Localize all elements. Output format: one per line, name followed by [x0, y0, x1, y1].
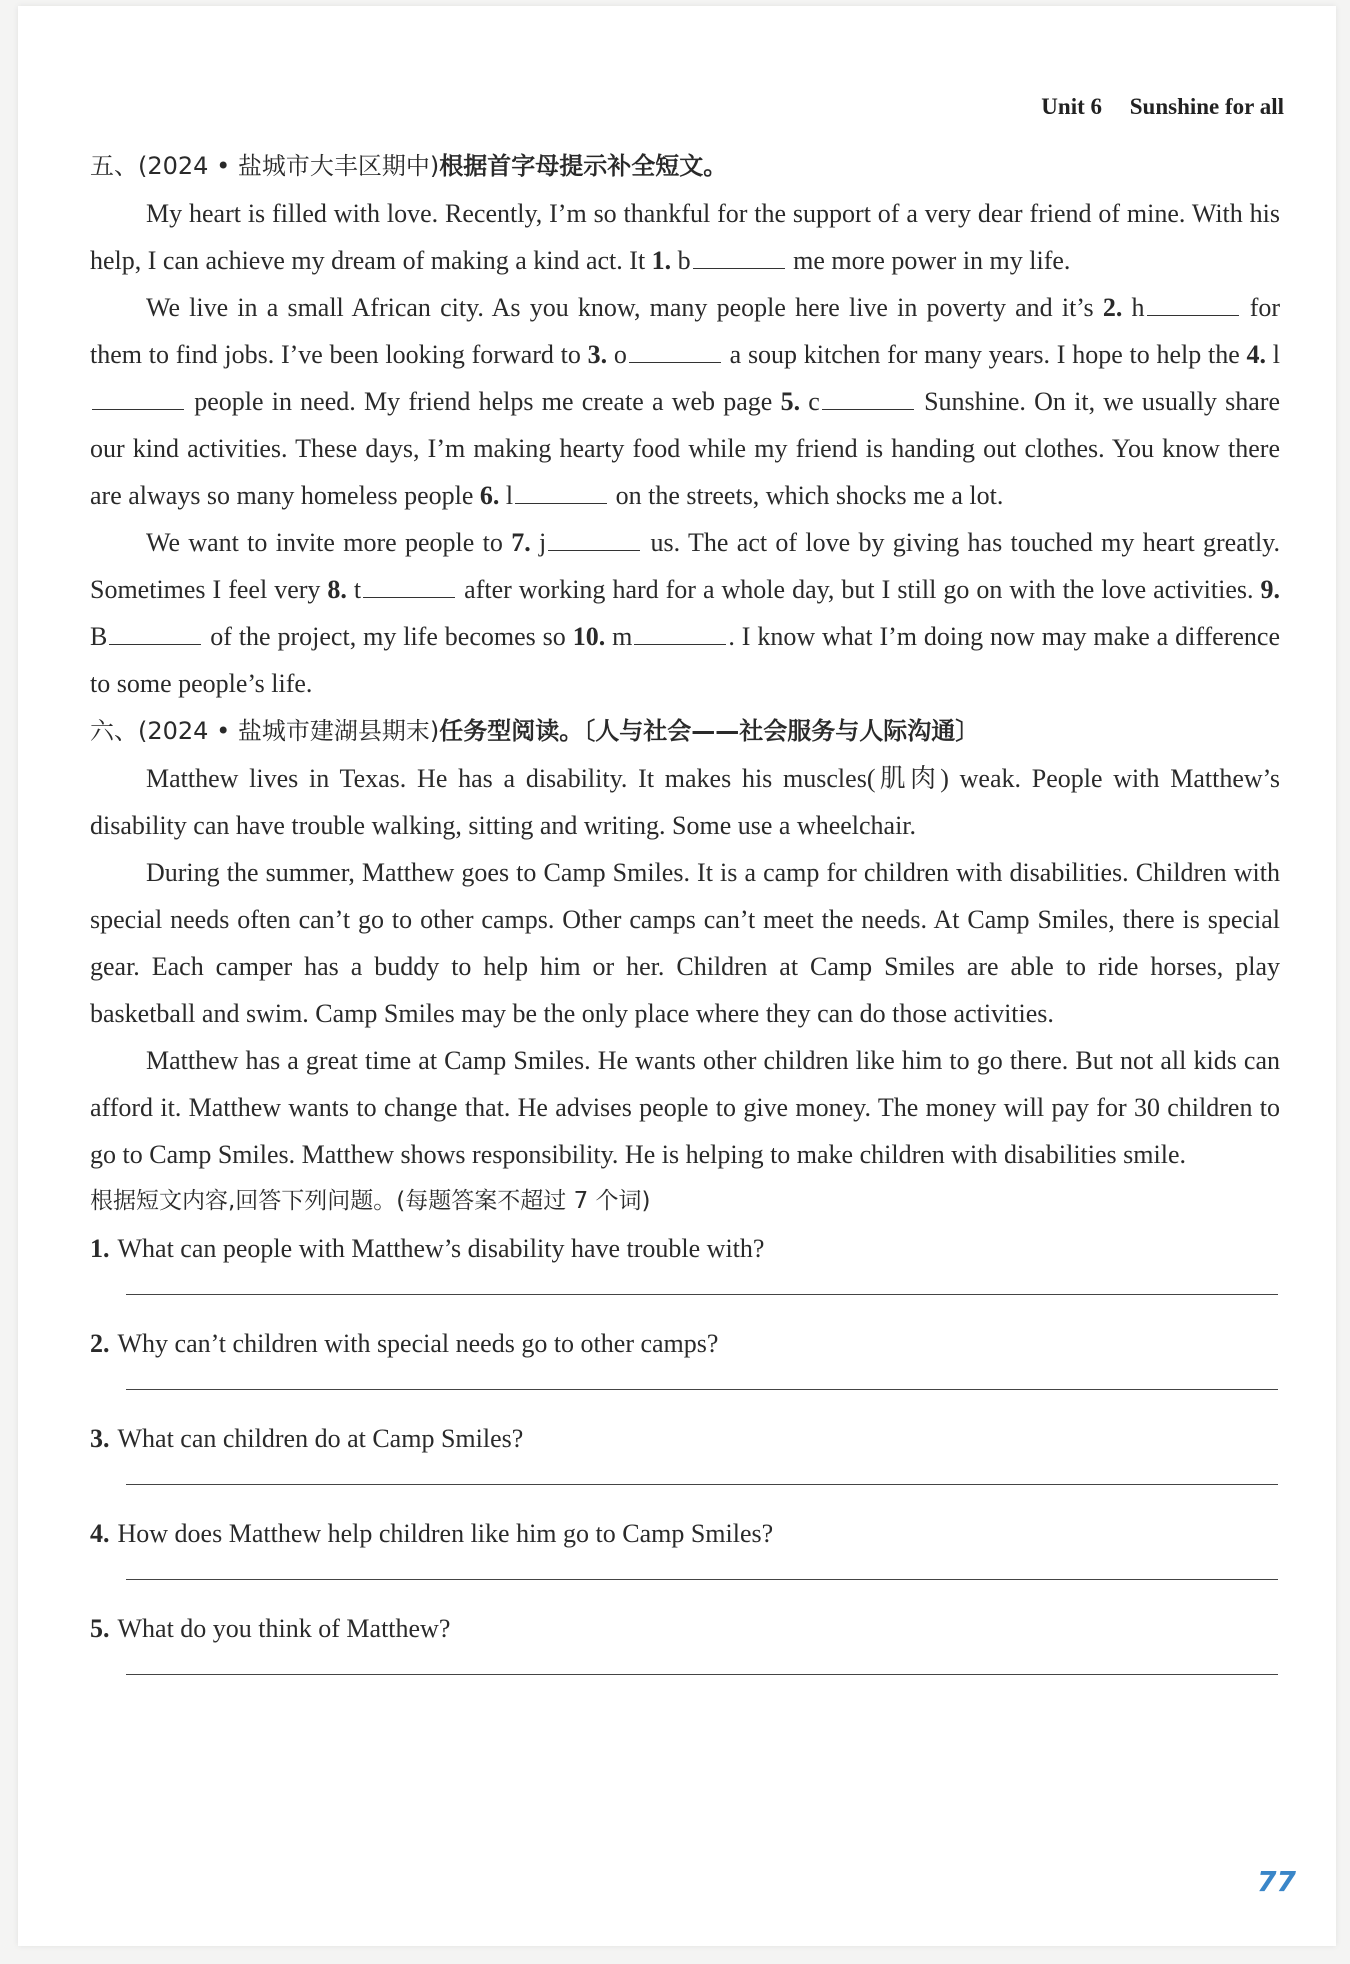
page-header [1041, 94, 1284, 120]
answer-line-1[interactable] [126, 1292, 1278, 1295]
answer-line-3[interactable] [126, 1482, 1278, 1485]
blank-7[interactable] [548, 548, 640, 551]
blank-6[interactable] [515, 501, 607, 504]
question-5: 5. What do you think of Matthew? [90, 1614, 451, 1643]
answer-line-4[interactable] [126, 1577, 1278, 1580]
reading-paragraph-2: During the summer, Matthew goes to Camp Smiles. It is a camp for children with disabilities. Children with special needs often can’t go to other camps. Other camps can’t meet the needs. At Camp Smiles, there is special gear. Each camper has a buddy to help him or her. Children at Camp Smiles are able to ride horses, play basketball and swim. Camp Smiles may be the only place where they can do those activities. [90, 858, 1280, 1028]
question-2: 2. Why can’t children with special needs go to other camps? [90, 1329, 719, 1358]
blank-8[interactable] [363, 595, 455, 598]
question-1: 1. What can people with Matthew’s disability have trouble with? [90, 1234, 765, 1263]
section-6-title: 六、(2024 • 盐城市建湖县期末)任务型阅读。〔人与社会——社会服务与人际沟通〕 [90, 717, 980, 745]
reading-paragraph-1: Matthew lives in Texas. He has a disability. It makes his muscles(肌肉) weak. People with Matthew’s disability can have trouble walking, sitting and writing. Some use a wheelchair. [90, 764, 1280, 840]
blank-2[interactable] [1147, 313, 1239, 316]
reading-paragraph-3: Matthew has a great time at Camp Smiles. He wants other children like him to go there. But not all kids can afford it. Matthew wants to change that. He advises people to give money. The money will pay for 30 children to go to Camp Smiles. Matthew shows responsibility. He is helping to make children with disabilities smile. [90, 1046, 1280, 1169]
question-3: 3. What can children do at Camp Smiles? [90, 1424, 524, 1453]
unit-title: Sunshine for all [1129, 94, 1284, 119]
section-5-title: 五、(2024 • 盐城市大丰区期中)根据首字母提示补全短文。 [90, 152, 728, 180]
blank-5[interactable] [822, 407, 914, 410]
blank-10[interactable] [634, 642, 726, 645]
cloze-paragraph-1: My heart is filled with love. Recently, I’m so thankful for the support of a very dear friend of mine. With his help, I can achieve my dream of making a kind act. It 1. b me more power in my life. [90, 199, 1280, 275]
page-content [90, 142, 1280, 1700]
question-4: 4. How does Matthew help children like him go to Camp Smiles? [90, 1519, 774, 1548]
answer-line-5[interactable] [126, 1672, 1278, 1675]
cloze-paragraph-2: We live in a small African city. As you know, many people here live in poverty and it’s 2. h for them to find jobs. I’ve been looking forward to 3. o a soup kitchen for many years. I hope to help the 4. l people in need. My friend helps me create a web page 5. c Sunshine. On it, we usually share our kind activities. These days, I’m making hearty food while my friend is handing out clothes. You know there are always so many homeless people 6. l on the streets, which shocks me a lot. [90, 293, 1281, 510]
unit-label: Unit 6 [1041, 94, 1102, 119]
workbook-page [18, 6, 1336, 1946]
page-number: 77 [1257, 1865, 1296, 1898]
question-instruction: 根据短文内容,回答下列问题。(每题答案不超过 7 个词) [90, 1188, 651, 1214]
blank-4[interactable] [92, 407, 184, 410]
answer-line-2[interactable] [126, 1387, 1278, 1390]
cloze-paragraph-3: We want to invite more people to 7. j us. The act of love by giving has touched my heart greatly. Sometimes I feel very 8. t after working hard for a whole day, but I still go on with the love activities. 9. B of the project, my life becomes so 10. m . I know what I’m doing now may make a difference to some people’s life. [90, 528, 1280, 698]
blank-3[interactable] [629, 360, 721, 363]
blank-9[interactable] [109, 642, 201, 645]
blank-1[interactable] [693, 266, 785, 269]
